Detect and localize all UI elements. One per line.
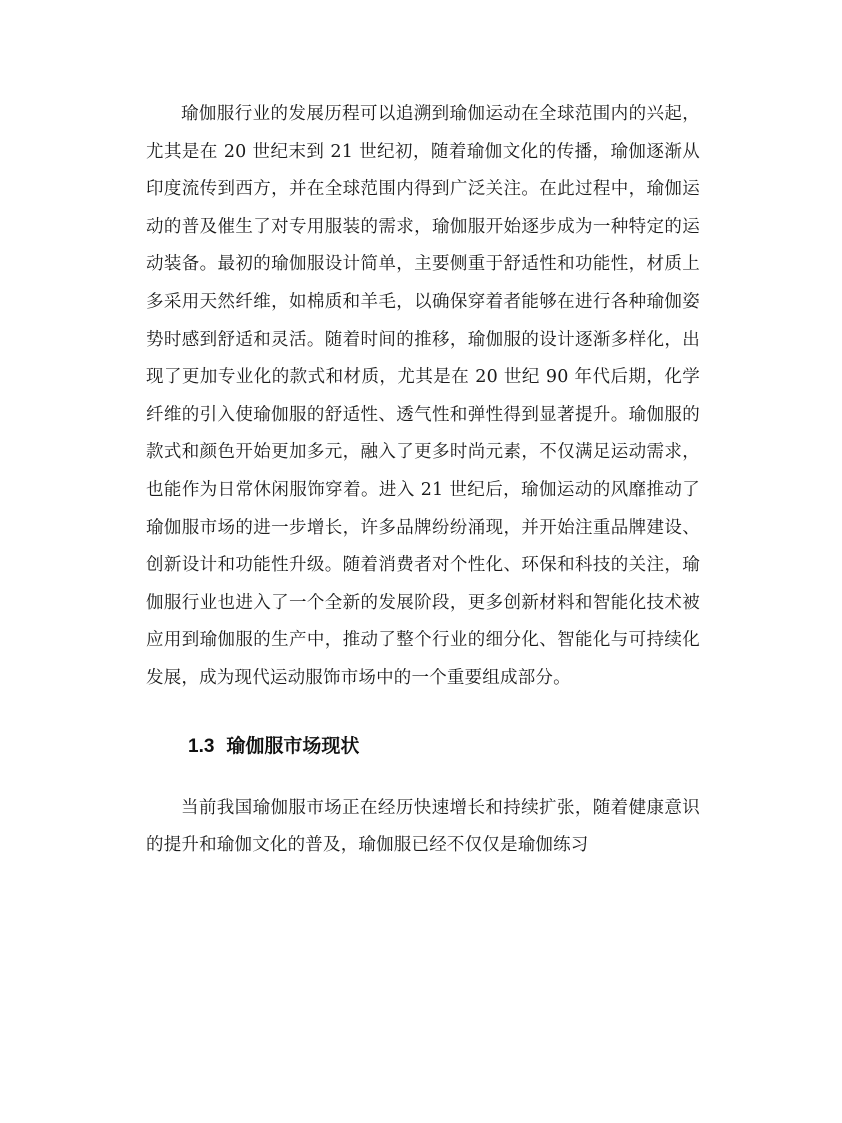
section-heading xyxy=(188,732,700,762)
section-title: 瑜伽服市场现状 xyxy=(226,735,360,757)
document-body xyxy=(146,96,700,865)
paragraph-industry-history: 瑜伽服行业的发展历程可以追溯到瑜伽运动在全球范围内的兴起，尤其是在 20 世纪末到 21 世纪初，随着瑜伽文化的传播，瑜伽逐渐从印度流传到西方，并在全球范围内得到广泛关注。在此过程中，瑜伽运动的普及催生了对专用服装的需求，瑜伽服开始逐步成为一种特定的运动装备。最初的瑜伽服设计简单，主要侧重于舒适性和功能性，材质上多采用天然纤维，如棉质和羊毛，以确保穿着者能够在进行各种瑜伽姿势时感到舒适和灵活。随着时间的推移，瑜伽服的设计逐渐多样化，出现了更加专业化的款式和材质，尤其是在 20 世纪 90 年代后期，化学纤维的引入使瑜伽服的舒适性、透气性和弹性得到显著提升。瑜伽服的款式和颜色开始更加多元，融入了更多时尚元素，不仅满足运动需求，也能作为日常休闲服饰穿着。进入 21 世纪后，瑜伽运动的风靡推动了瑜伽服市场的进一步增长，许多品牌纷纷涌现，并开始注重品牌建设、创新设计和功能性升级。随着消费者对个性化、环保和科技的关注，瑜伽服行业也进入了一个全新的发展阶段，更多创新材料和智能化技术被应用到瑜伽服的生产中，推动了整个行业的细分化、智能化与可持续化发展，成为现代运动服饰市场中的一个重要组成部分。 xyxy=(146,104,700,688)
section-number: 1.3 xyxy=(188,735,215,757)
paragraph-market-status: 当前我国瑜伽服市场正在经历快速增长和持续扩张，随着健康意识的提升和瑜伽文化的普及，瑜伽服已经不仅仅是瑜伽练习 xyxy=(146,797,700,856)
